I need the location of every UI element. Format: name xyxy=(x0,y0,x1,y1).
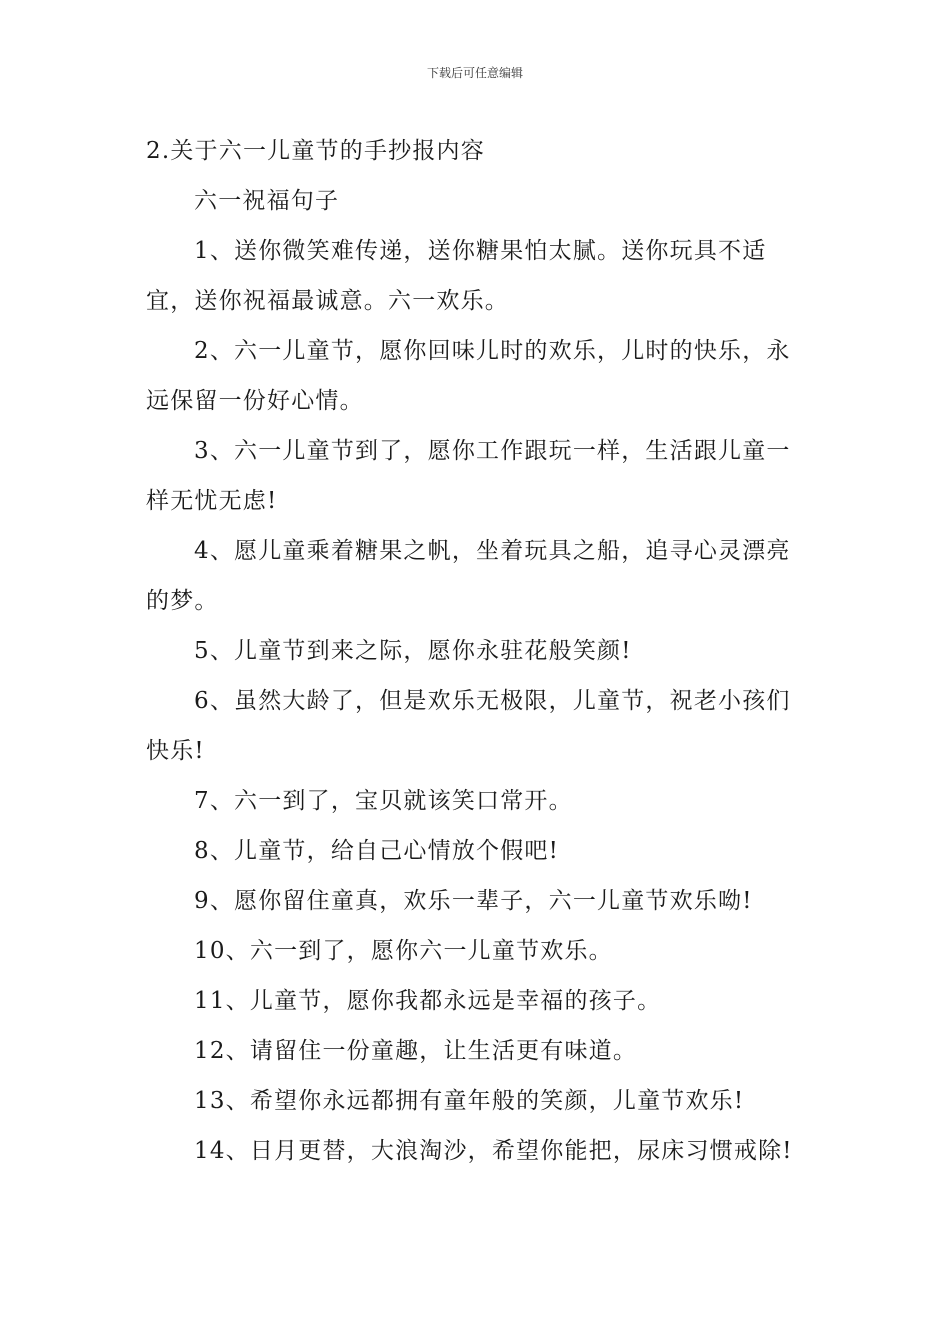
list-item: 7、六一到了，宝贝就该笑口常开。 xyxy=(194,788,573,814)
list-item: 8、儿童节，给自己心情放个假吧! xyxy=(194,838,560,864)
list-item: 6、虽然大龄了，但是欢乐无极限，儿童节，祝老小孩们快乐! xyxy=(146,688,791,764)
list-item: 10、六一到了，愿你六一儿童节欢乐。 xyxy=(194,938,613,964)
page-header-note: 下载后可任意编辑 xyxy=(426,66,523,80)
list-item: 4、愿儿童乘着糖果之帆，坐着玩具之船，追寻心灵漂亮的梦。 xyxy=(146,538,791,614)
document-body xyxy=(146,126,810,1176)
list-item: 3、六一儿童节到了，愿你工作跟玩一样，生活跟儿童一样无忧无虑! xyxy=(146,438,791,514)
list-item: 11、儿童节，愿你我都永远是幸福的孩子。 xyxy=(194,988,662,1014)
subheading: 六一祝福句子 xyxy=(194,188,340,214)
list-item: 5、儿童节到来之际，愿你永驻花般笑颜! xyxy=(194,638,632,664)
list-item: 14、日月更替，大浪淘沙，希望你能把，尿床习惯戒除! xyxy=(194,1138,793,1164)
section-title: 2.关于六一儿童节的手抄报内容 xyxy=(146,138,485,164)
list-item: 1、送你微笑难传递，送你糖果怕太腻。送你玩具不适宜，送你祝福最诚意。六一欢乐。 xyxy=(146,238,767,314)
list-item: 13、希望你永远都拥有童年般的笑颜，儿童节欢乐! xyxy=(194,1088,745,1114)
list-item: 2、六一儿童节，愿你回味儿时的欢乐，儿时的快乐，永远保留一份好心情。 xyxy=(146,338,791,414)
list-item: 9、愿你留住童真，欢乐一辈子，六一儿童节欢乐呦! xyxy=(194,888,753,914)
list-item: 12、请留住一份童趣，让生活更有味道。 xyxy=(194,1038,638,1064)
